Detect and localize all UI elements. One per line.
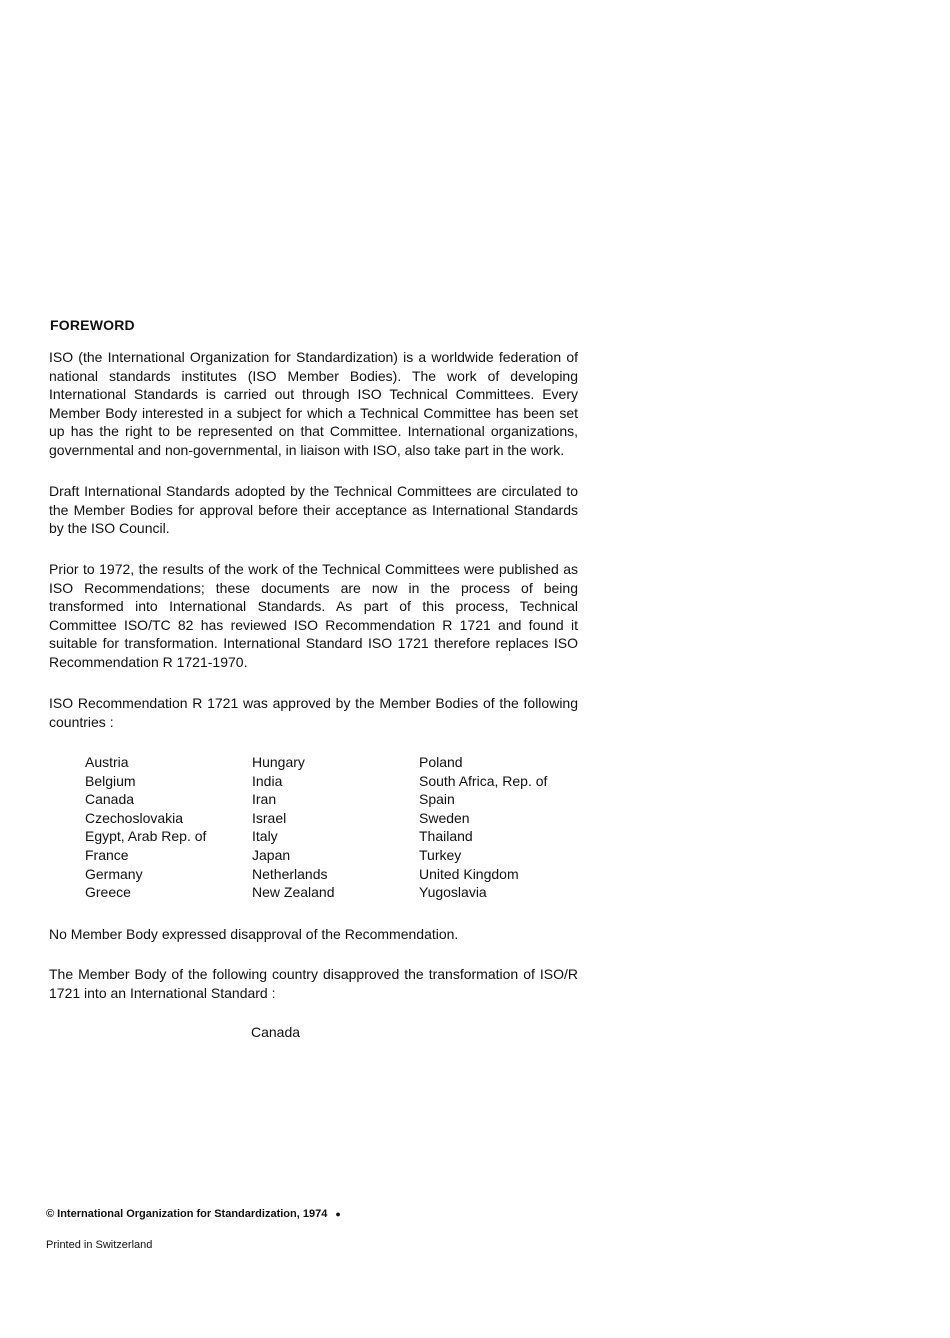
country-item: Czechoslovakia: [85, 809, 184, 826]
country-item: Austria: [85, 754, 129, 770]
country-item: Egypt, Arab Rep. of: [85, 828, 207, 845]
copyright-notice: [46, 1208, 341, 1220]
copyright-text: © International Organization for Standardization, 1974: [46, 1208, 328, 1220]
country-item: Netherlands: [252, 865, 328, 882]
country-item: United Kingdom: [419, 865, 519, 882]
country-item: Italy: [252, 828, 278, 845]
country-item: Turkey: [419, 846, 462, 863]
paragraph-transformation: Prior to 1972, the results of the work of the Technical Committees were published as ISO Recommendations; these documents are now in the process of being transformed into International Standards. As part of this process, Technical Committee ISO/TC 82 has reviewed ISO Recommendation R 1721 and found it suitable for transformation. International Standard ISO 1721 therefore replaces ISO Recommendation R 1721-1970.: [49, 561, 578, 670]
countries-column-3: [419, 753, 547, 902]
country-item: Yugoslavia: [419, 884, 487, 901]
paragraph-draft-standards: Draft International Standards adopted by the Technical Committees are circulated to the Member Bodies for approval before their acceptance as International Standards by the ISO Council.: [49, 483, 578, 537]
foreword-heading: FOREWORD: [50, 317, 135, 333]
country-item: Belgium: [85, 772, 136, 789]
country-item: Greece: [85, 884, 131, 901]
paragraph-iso-intro: ISO (the International Organization for Standardization) is a worldwide federation of national standards institutes (ISO Member Bodies). The work of developing International Standards is carried out through ISO Technical Committees. Every Member Body interested in a subject for which a Technical Committee has been set up has the right to be represented on that Committee. International organizations, governmental and non-governmental, in liaison with ISO, also take part in the work.: [49, 349, 578, 458]
paragraph-approval-intro: ISO Recommendation R 1721 was approved by the Member Bodies of the following countries :: [49, 695, 578, 730]
country-item: Canada: [85, 791, 135, 808]
disapproving-country: Canada: [251, 1024, 301, 1040]
country-item: Japan: [252, 846, 291, 863]
paragraph-transformation-disapproval: The Member Body of the following country disapproved the transformation of ISO/R 1721 into an International Standard :: [49, 966, 578, 1001]
country-item: Iran: [252, 791, 277, 808]
country-item: South Africa, Rep. of: [419, 772, 548, 789]
country-item: India: [252, 772, 283, 789]
country-item: Sweden: [419, 809, 470, 826]
country-item: Poland: [419, 754, 463, 770]
country-item: Israel: [252, 809, 287, 826]
countries-column-1: [85, 753, 206, 902]
countries-column-2: [252, 753, 335, 902]
country-item: Germany: [85, 865, 143, 882]
country-item: Thailand: [419, 828, 473, 845]
bullet-icon: ●: [335, 1209, 341, 1220]
printed-in-notice: Printed in Switzerland: [46, 1239, 153, 1251]
country-item: New Zealand: [252, 884, 335, 901]
country-item: Spain: [419, 791, 455, 808]
country-item: Hungary: [252, 754, 305, 770]
paragraph-no-disapproval: No Member Body expressed disapproval of the Recommendation.: [49, 926, 459, 942]
country-item: France: [85, 846, 129, 863]
